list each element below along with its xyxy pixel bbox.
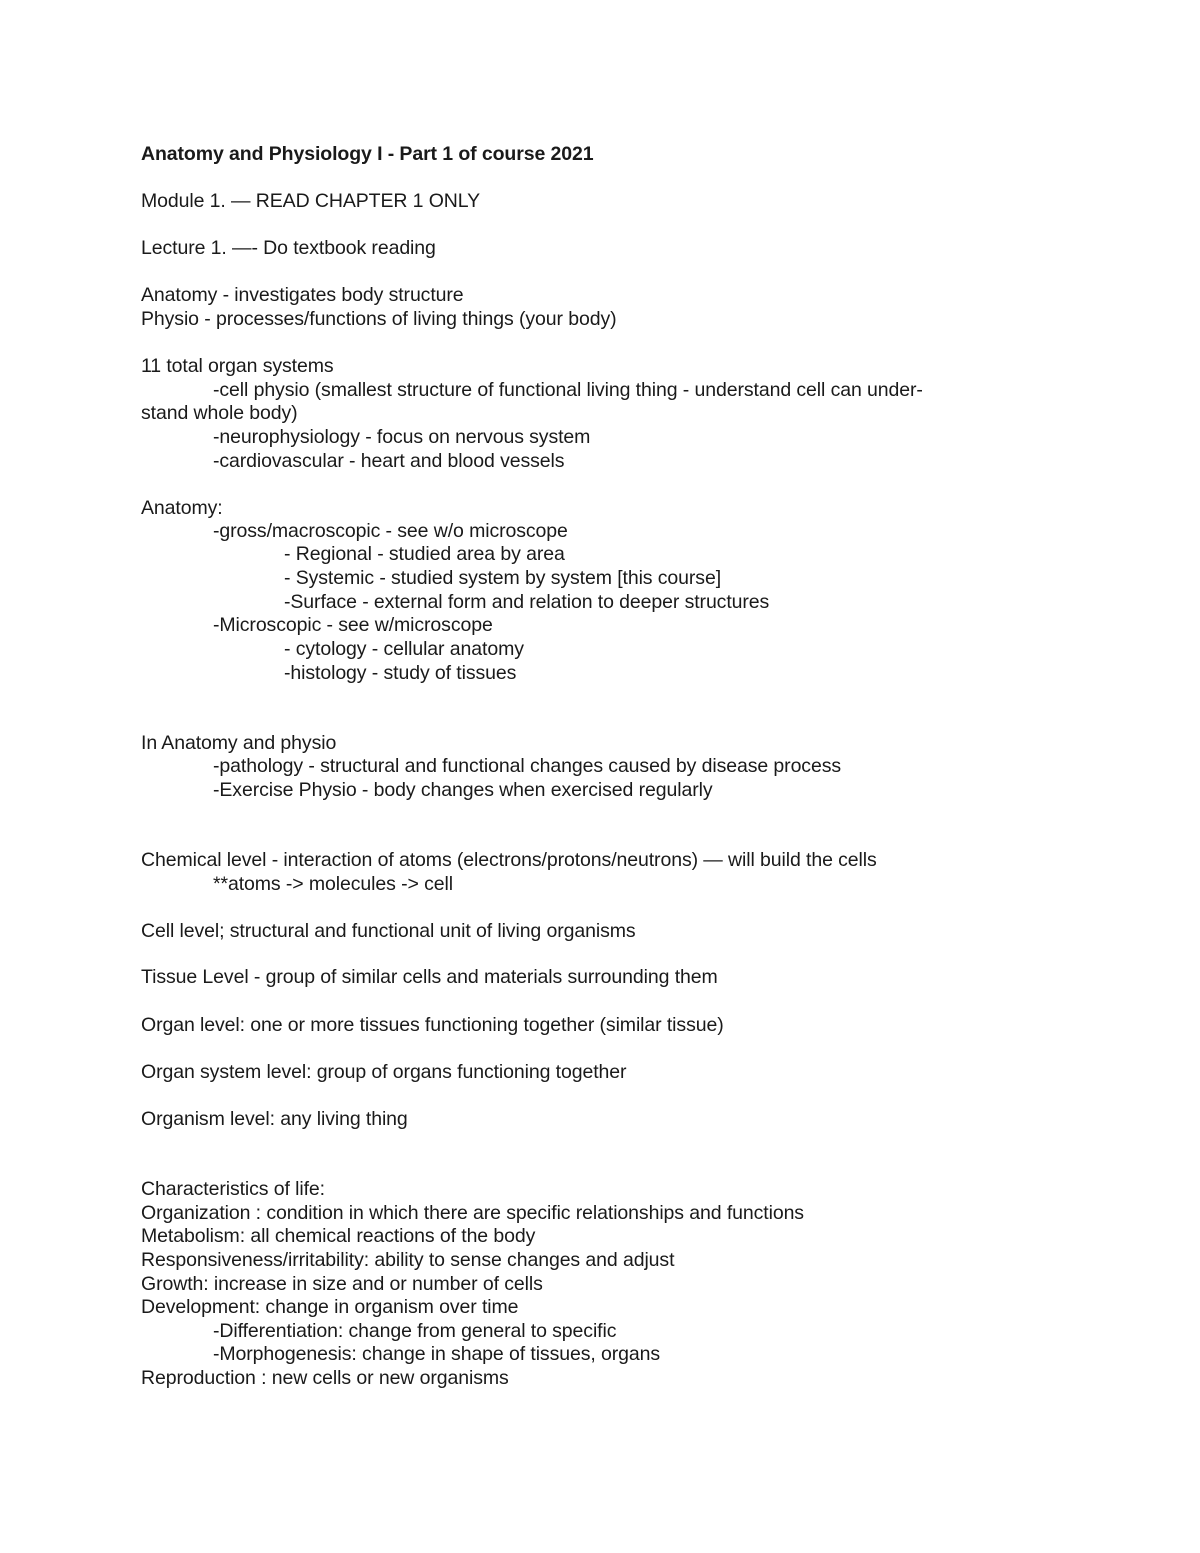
text-line: -Differentiation: change from general to specific	[213, 1320, 617, 1342]
lecture-heading: Lecture 1. —- Do textbook reading	[141, 237, 436, 259]
text-line: -gross/macroscopic - see w/o microscope	[213, 520, 568, 542]
text-line: Cell level; structural and functional unit of living organisms	[141, 920, 636, 942]
text-line: -Surface - external form and relation to deeper structures	[284, 591, 770, 613]
text-line: -neurophysiology - focus on nervous system	[213, 426, 591, 448]
text-line: -Exercise Physio - body changes when exercised regularly	[213, 779, 713, 801]
text-line: Organ system level: group of organs functioning together	[141, 1061, 627, 1083]
text-line: Anatomy - investigates body structure	[141, 284, 464, 306]
text-line: -pathology - structural and functional changes caused by disease process	[213, 755, 842, 777]
text-line: -cardiovascular - heart and blood vessels	[213, 450, 565, 472]
text-line: - cytology - cellular anatomy	[284, 638, 524, 660]
text-line: **atoms -> molecules -> cell	[213, 873, 453, 895]
text-line: -Microscopic - see w/microscope	[213, 614, 493, 636]
document-title: Anatomy and Physiology I - Part 1 of course 2021	[141, 143, 594, 165]
text-line: - Regional - studied area by area	[284, 543, 565, 565]
text-line: 11 total organ systems	[141, 355, 334, 377]
module-heading: Module 1. — READ CHAPTER 1 ONLY	[141, 190, 480, 212]
text-line: -cell physio (smallest structure of functional living thing - understand cell can under-	[213, 379, 923, 401]
text-line: Anatomy:	[141, 497, 223, 519]
text-line: Organ level: one or more tissues functioning together (similar tissue)	[141, 1014, 724, 1036]
text-line: Responsiveness/irritability: ability to sense changes and adjust	[141, 1249, 675, 1271]
text-line: Metabolism: all chemical reactions of the body	[141, 1225, 536, 1247]
text-line: Reproduction : new cells or new organisms	[141, 1367, 509, 1389]
text-line: Development: change in organism over time	[141, 1296, 519, 1318]
text-line: - Systemic - studied system by system [this course]	[284, 567, 722, 589]
text-line: Physio - processes/functions of living things (your body)	[141, 308, 617, 330]
text-line: Tissue Level - group of similar cells and materials surrounding them	[141, 966, 718, 988]
text-line: In Anatomy and physio	[141, 732, 337, 754]
text-line: -histology - study of tissues	[284, 662, 517, 684]
text-line: stand whole body)	[141, 402, 298, 424]
text-line: Chemical level - interaction of atoms (electrons/protons/neutrons) — will build the cells	[141, 849, 877, 871]
text-line: Organism level: any living thing	[141, 1108, 408, 1130]
text-line: -Morphogenesis: change in shape of tissues, organs	[213, 1343, 661, 1365]
text-line: Characteristics of life:	[141, 1178, 325, 1200]
text-line: Organization : condition in which there are specific relationships and functions	[141, 1202, 804, 1224]
text-line: Growth: increase in size and or number of cells	[141, 1273, 543, 1295]
